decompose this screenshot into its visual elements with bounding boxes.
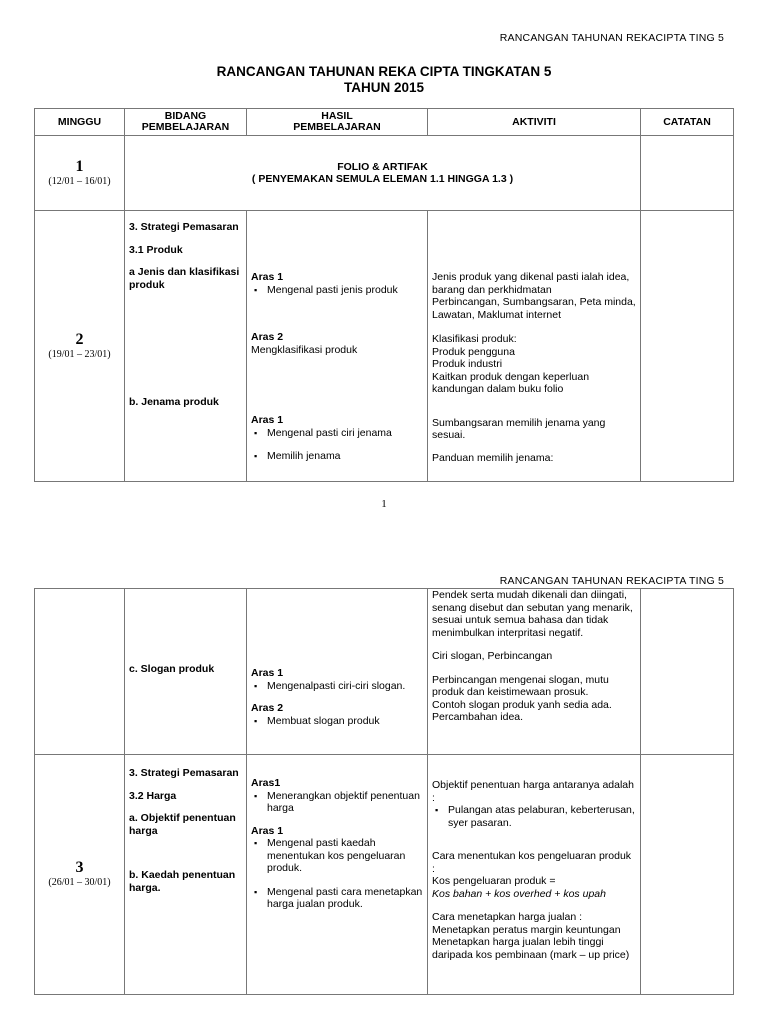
aras-label: Aras 1 <box>251 414 284 426</box>
aras-label: Aras1 <box>251 777 281 789</box>
hasil-cell <box>247 589 428 755</box>
bidang-topic: a. Objektif penentuan harga <box>129 812 236 837</box>
table-row-week3 <box>35 755 734 995</box>
aktiviti-text: Klasifikasi produk: <box>432 333 517 345</box>
aktiviti-text: Percambahan idea. <box>432 711 524 723</box>
aktiviti-text: Ciri slogan, Perbincangan <box>432 650 553 662</box>
week-number: 3 <box>75 859 84 877</box>
aktiviti-text: Pendek serta mudah dikenali dan diingati, senang disebut dan sebutan yang menarik, sesuai untuk semua bahasa dan tidak menimbulkan interpritasi negatif. <box>432 589 633 639</box>
week-cell <box>35 136 125 211</box>
bidang-cell <box>125 211 247 482</box>
table-row-week2 <box>35 211 734 482</box>
bidang-topic: a Jenis dan klasifikasi produk <box>129 266 240 291</box>
hasil-bullet: ▪ Mengenal pasti cara menetapkan harga jualan produk. <box>251 886 423 911</box>
catatan-cell <box>641 755 734 995</box>
col-header-catatan: CATATAN <box>641 109 734 136</box>
page-number: 1 <box>381 498 387 510</box>
aktiviti-text: Kos pengeluaran produk = <box>432 875 556 887</box>
week-date: (19/01 – 23/01) <box>48 348 111 360</box>
aktiviti-text: Contoh slogan produk yanh sedia ada. <box>432 698 612 711</box>
week-date: (26/01 – 30/01) <box>48 877 111 889</box>
col-header-hasil: HASIL PEMBELAJARAN <box>247 109 428 136</box>
running-header: RANCANGAN TAHUNAN REKACIPTA TING 5 <box>499 575 724 587</box>
aktiviti-formula: Kos bahan + kos overhed + kos upah <box>432 887 606 900</box>
hasil-bullet: ▪ Memilih jenama <box>251 450 423 463</box>
catatan-cell <box>641 136 734 211</box>
week-cell <box>35 211 125 482</box>
aras-label: Aras 1 <box>251 271 284 283</box>
hasil-cell <box>247 755 428 995</box>
aras-label: Aras 2 <box>251 331 284 343</box>
aktiviti-text: Panduan memilih jenama: <box>432 451 554 464</box>
bidang-cell <box>125 755 247 995</box>
bidang-topic: b. Kaedah penentuan harga. <box>129 869 236 894</box>
table-row-week1 <box>35 136 734 211</box>
col-header-bidang: BIDANG PEMBELAJARAN <box>125 109 247 136</box>
aktiviti-cell <box>428 589 641 755</box>
col-header-minggu: MINGGU <box>35 109 125 136</box>
table-header-row <box>35 109 734 136</box>
hasil-bullet: ▪ Mengenal pasti kaedah menentukan kos pengeluaran produk. <box>251 837 423 875</box>
aktiviti-text: Jenis produk yang dikenal pasti ialah idea, barang dan perkhidmatan <box>432 271 630 296</box>
week-cell <box>35 755 125 995</box>
aktiviti-text: Objektif penentuan harga antaranya adalah : <box>432 779 634 804</box>
plan-table-page2 <box>34 588 734 995</box>
document-title: RANCANGAN TAHUNAN REKA CIPTA TINGKATAN 5 <box>216 64 552 79</box>
aktiviti-text: Cara menentukan kos pengeluaran produk : <box>432 850 632 875</box>
table-row-slogan <box>35 589 734 755</box>
bidang-heading: 3. Strategi Pemasaran <box>129 221 239 233</box>
aktiviti-text: Cara menetapkan harga jualan : <box>432 911 583 923</box>
aktiviti-text: Menetapkan peratus margin keuntungan <box>432 923 621 936</box>
folio-subtitle: ( PENYEMAKAN SEMULA ELEMAN 1.1 HINGGA 1.3 ) <box>251 173 514 185</box>
aktiviti-text: Sumbangsaran memilih jenama yang sesuai. <box>432 416 606 441</box>
hasil-bullet: ▪ Mengenalpasti ciri-ciri slogan. <box>251 680 423 693</box>
folio-title: FOLIO & ARTIFAK <box>337 160 428 173</box>
bidang-subheading: 3.1 Produk <box>129 243 183 256</box>
week-number: 2 <box>75 330 84 348</box>
catatan-cell <box>641 589 734 755</box>
hasil-bullet: ▪ Menerangkan objektif penentuan harga <box>251 790 423 815</box>
bidang-subheading: 3.2 Harga <box>129 789 177 802</box>
aktiviti-text: Produk industri <box>432 358 503 370</box>
folio-cell <box>125 136 641 211</box>
plan-table-page1 <box>34 108 734 482</box>
aras-label: Aras 1 <box>251 824 284 837</box>
week-date: (12/01 – 16/01) <box>48 175 111 187</box>
document-subtitle-year: TAHUN 2015 <box>343 80 425 95</box>
catatan-cell <box>641 211 734 482</box>
aktiviti-text: Perbincangan, Sumbangsaran, Peta minda, Lawatan, Maklumat internet <box>432 296 636 321</box>
aras-label: Aras 2 <box>251 702 284 714</box>
hasil-bullet: ▪ Mengenal pasti jenis produk <box>251 284 423 297</box>
hasil-cell <box>247 211 428 482</box>
bidang-topic: b. Jenama produk <box>129 396 219 408</box>
bidang-cell <box>125 589 247 755</box>
aktiviti-text: Perbincangan mengenai slogan, mutu produk dan keistimewaan prosuk. <box>432 673 609 698</box>
aktiviti-text: Menetapkan harga jualan lebih tinggi daripada kos pembinaan (mark – up price) <box>432 936 630 961</box>
week-number: 1 <box>75 157 84 175</box>
col-header-aktiviti: AKTIVITI <box>428 109 641 136</box>
running-header: RANCANGAN TAHUNAN REKACIPTA TING 5 <box>499 32 724 44</box>
hasil-bullet: ▪ Membuat slogan produk <box>251 715 423 728</box>
bidang-heading: 3. Strategi Pemasaran <box>129 767 239 779</box>
hasil-text: Mengklasifikasi produk <box>251 343 358 356</box>
aktiviti-cell <box>428 211 641 482</box>
aktiviti-cell <box>428 755 641 995</box>
hasil-bullet: ▪ Mengenal pasti ciri jenama <box>251 427 423 440</box>
aras-label: Aras 1 <box>251 667 284 679</box>
aktiviti-text: Produk pengguna <box>432 345 515 358</box>
week-cell <box>35 589 125 755</box>
aktiviti-bullet: ▪ Pulangan atas pelaburan, keberterusan, syer pasaran. <box>432 804 636 829</box>
bidang-topic: c. Slogan produk <box>129 663 215 675</box>
aktiviti-text: Kaitkan produk dengan keperluan kandungan dalam buku folio <box>432 370 590 395</box>
